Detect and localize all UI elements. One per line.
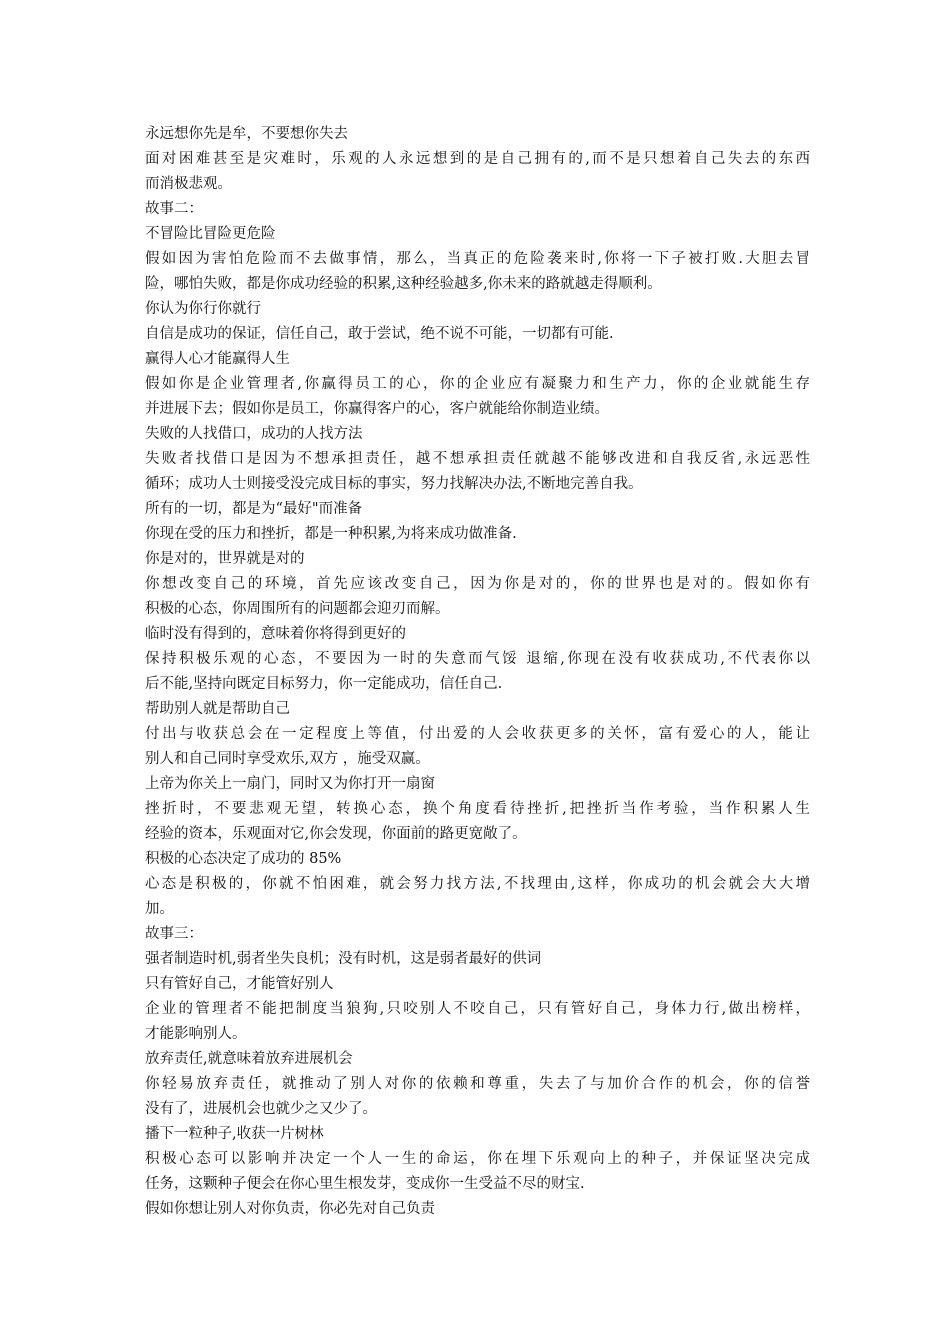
text-line: 失败者找借口是因为不想承担责任，越不想承担责任就越不能够改进和自我反省,永远恶性: [145, 451, 810, 467]
text-line: 你现在受的压力和挫折，都是一种积累,为将来成功做准备.: [145, 526, 517, 542]
text-line: 故事二：: [145, 201, 203, 217]
text-line: 只有管好自己，才能管好别人: [145, 976, 334, 992]
text-line: 永远想你先是牟，不要想你失去: [145, 126, 348, 142]
text-line: 所有的一切，都是为“最好"而准备: [145, 501, 363, 517]
text-line: 临时没有得到的，意味着你将得到更好的: [145, 626, 406, 642]
text-line: 后不能,坚持向既定目标努力，你一定能成功，信任自己.: [145, 676, 503, 692]
text-line: 并进展下去；假如你是员工，你赢得客户的心，客户就能给你制造业绩。: [145, 401, 609, 417]
text-line: 假如你是企业管理者,你赢得员工的心，你的企业应有凝聚力和生产力，你的企业就能生存: [145, 376, 810, 392]
text-line: 自信是成功的保证，信任自己，敢于尝试，绝不说不可能，一切都有可能.: [145, 326, 614, 342]
text-line: 强者制造时机,弱者坐失良机；没有时机，这是弱者最好的供词: [145, 951, 542, 967]
text-line: 积极的心态，你周围所有的问题都会迎刃而解。: [145, 601, 450, 617]
document-body: [145, 122, 810, 1222]
text-line: 企业的管理者不能把制度当狼狗,只咬别人不咬自己，只有管好自己，身体力行,做出榜样，: [145, 1001, 810, 1017]
text-line: 挫折时，不要悲观无望，转换心态，换个角度看待挫折,把挫折当作考验，当作积累人生: [145, 801, 810, 817]
text-line: 不冒险比冒险更危险: [145, 226, 276, 242]
text-line: 经验的资本，乐观面对它,你会发现，你面前的路更宽敞了。: [145, 826, 527, 842]
text-line: 故事三：: [145, 926, 203, 942]
text-line: 险，哪怕失败，都是你成功经验的积累,这种经验越多,你未来的路就越走得顺利。: [145, 276, 662, 292]
text-line: 播下一粒种子,收获一片树林: [145, 1126, 324, 1142]
text-line: 你认为你行你就行: [145, 301, 261, 317]
text-line: 你轻易放弃责任，就推动了别人对你的依赖和尊重，失去了与加价合作的机会，你的信誉: [145, 1076, 810, 1092]
text-line: 帮助别人就是帮助自己: [145, 701, 290, 717]
text-line: 积极的心态决定了成功的 85%: [145, 851, 342, 867]
text-line: 积极心态可以影响并决定一个人一生的命运，你在埋下乐观向上的种子，并保证坚决完成: [145, 1151, 810, 1167]
text-line: 保持积极乐观的心态，不要因为一时的失意而气馁 退缩,你现在没有收获成功,不代表你以: [145, 651, 810, 667]
text-line: 假如因为害怕危险而不去做事情，那么，当真正的危险袭来时,你将一下子被打败.大胆去冒: [145, 251, 810, 267]
text-line: 心态是积极的，你就不怕困难，就会努力找方法,不找理由,这样，你成功的机会就会大大增: [145, 876, 810, 892]
text-line: 没有了，进展机会也就少之又少了。: [145, 1101, 377, 1117]
text-line: 面对困难甚至是灾难时，乐观的人永远想到的是自己拥有的,而不是只想着自己失去的东西: [145, 151, 810, 167]
text-line: 加。: [145, 901, 174, 917]
text-line: 任务，这颗种子便会在你心里生根发芽，变成你一生受益不尽的财宝.: [145, 1176, 585, 1192]
text-line: 失败的人找借口，成功的人找方法: [145, 426, 363, 442]
text-line: 假如你想让别人对你负责，你必先对自己负责: [145, 1201, 435, 1217]
text-line: 上帝为你关上一扇门，同时又为你打开一扇窗: [145, 776, 435, 792]
text-line: 你想改变自己的环境，首先应该改变自己，因为你是对的，你的世界也是对的。假如你有: [145, 576, 810, 592]
text-line: 循环；成功人士则接受没完成目标的事实，努力找解决办法,不断地完善自我。: [145, 476, 643, 492]
text-line: 才能影响别人。: [145, 1026, 247, 1042]
text-line: 你是对的，世界就是对的: [145, 551, 305, 567]
text-line: 放弃责任,就意味着放弃进展机会: [145, 1051, 353, 1067]
text-line: 别人和自己同时享受欢乐,双方 ，施受双赢。: [145, 751, 430, 767]
text-line: 而消极悲观。: [145, 176, 232, 192]
text-line: 付出与收获总会在一定程度上等值，付出爱的人会收获更多的关怀，富有爱心的人，能让: [145, 726, 810, 742]
text-line: 赢得人心才能赢得人生: [145, 351, 290, 367]
